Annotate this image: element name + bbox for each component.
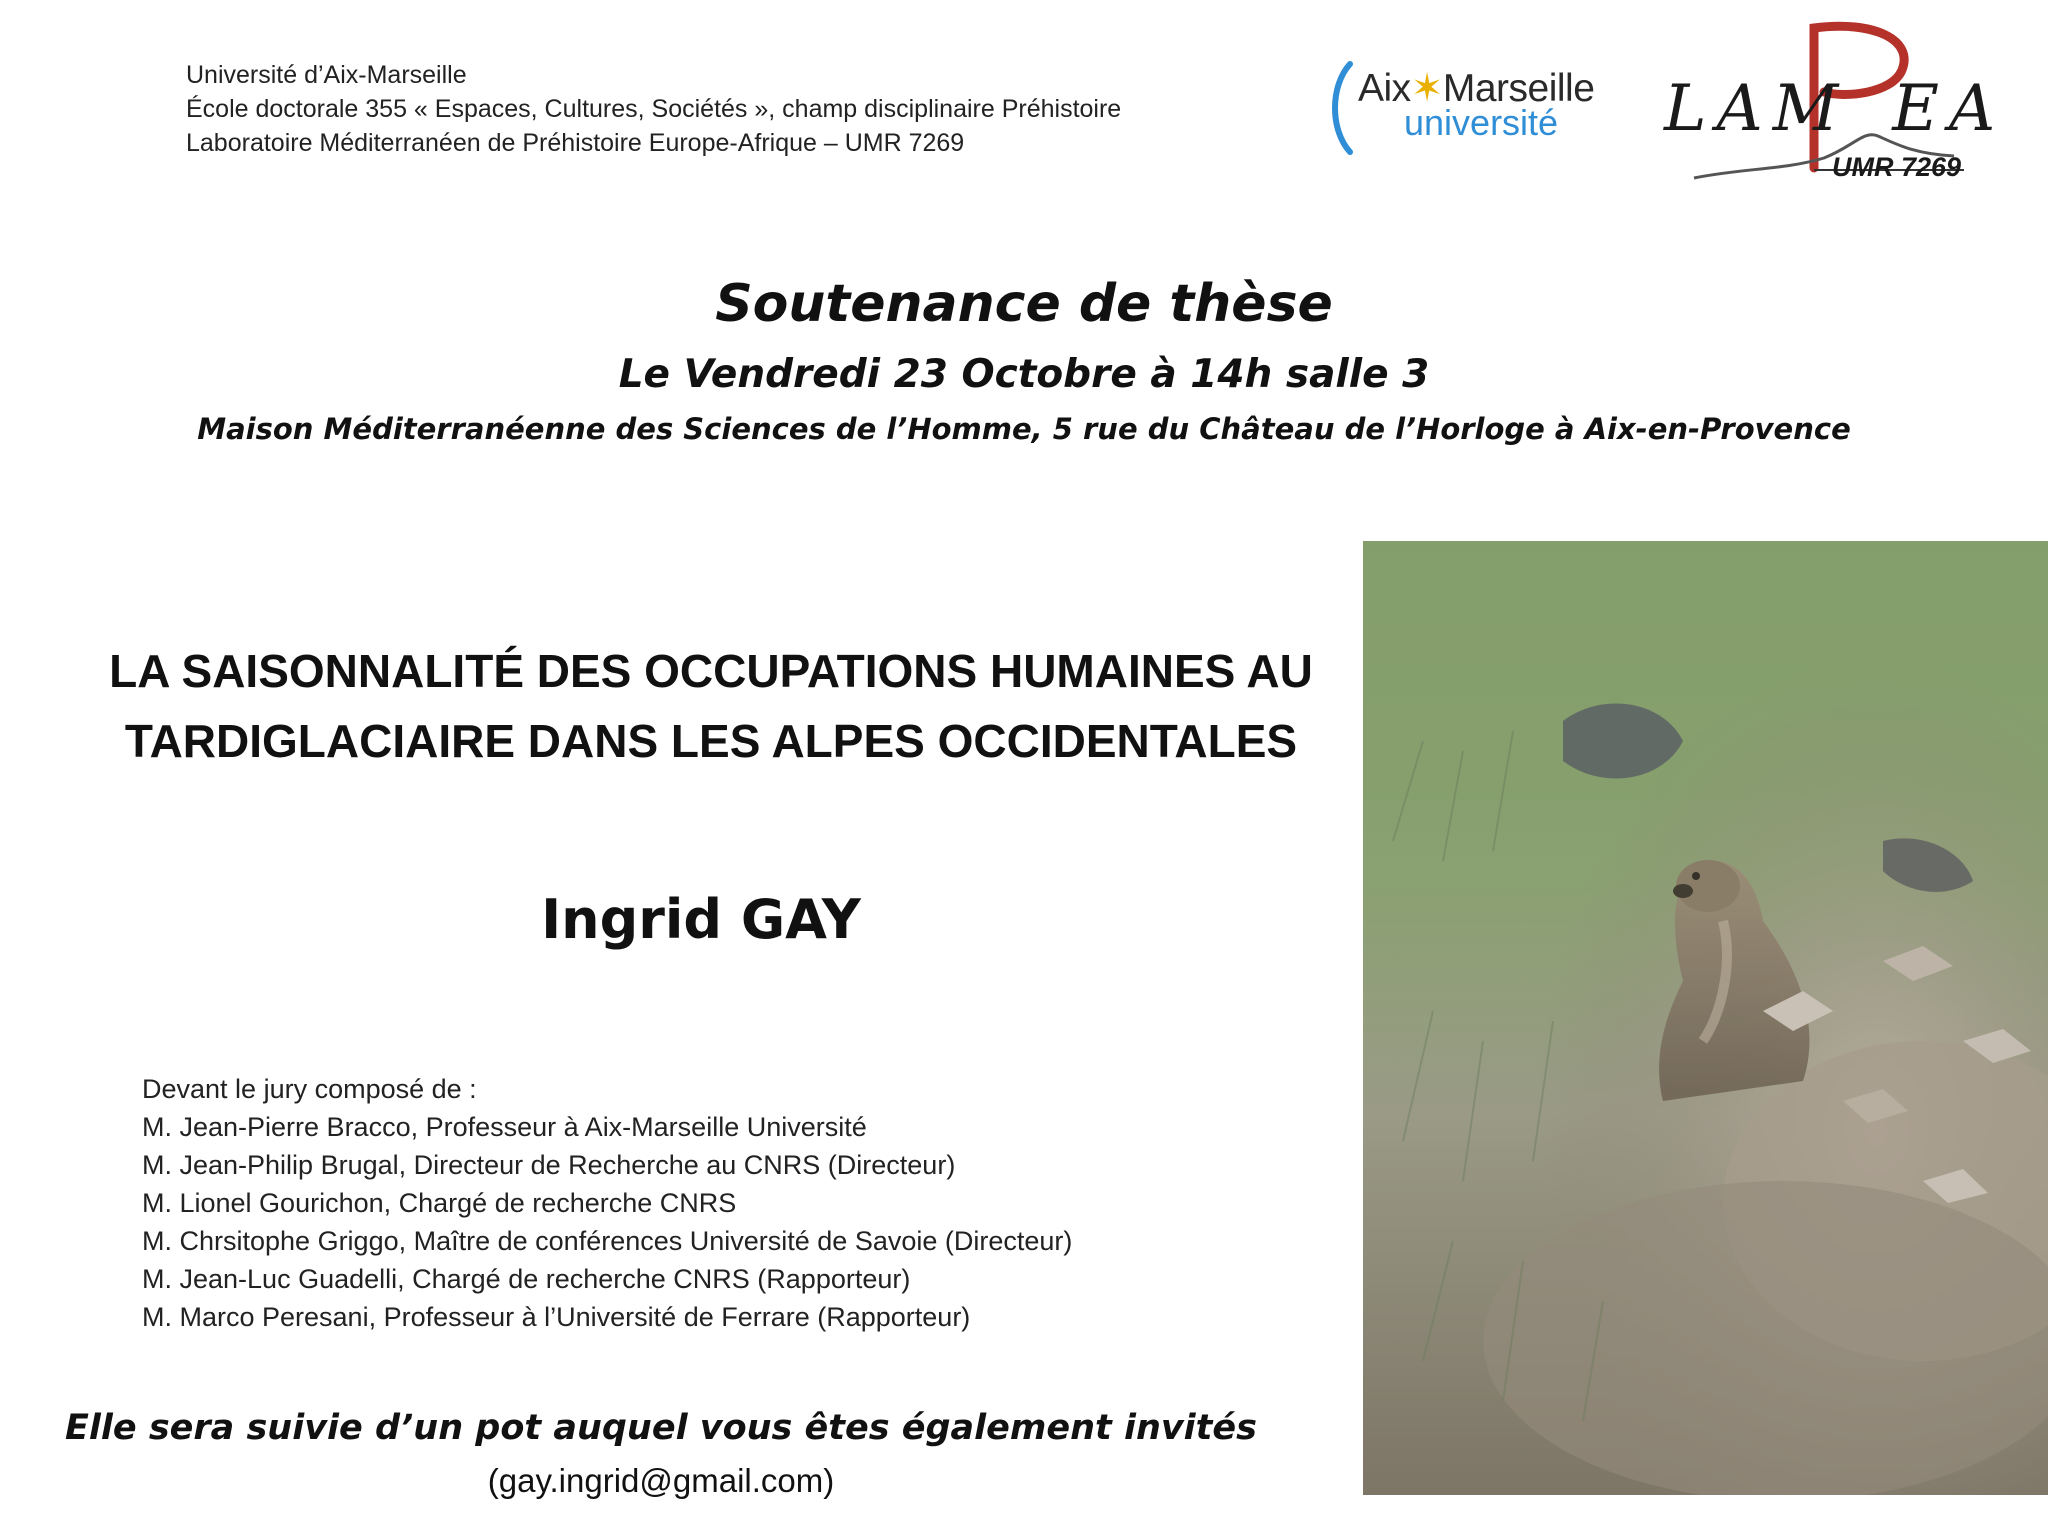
jury-member: M. Jean-Philip Brugal, Directeur de Recherche au CNRS (Directeur) <box>142 1150 956 1180</box>
thesis-title <box>60 636 1362 776</box>
lampea-umr-label: UMR 7269 <box>1832 152 1962 182</box>
thesis-title-line2: TARDIGLACIAIRE DANS LES ALPES OCCIDENTALES <box>124 715 1298 767</box>
amu-logo-wordmark: Aix✶Marseille <box>1358 67 1595 110</box>
doctoral-school: École doctorale 355 « Espaces, Cultures, Sociétés », champ disciplinaire Préhistoire <box>186 95 1122 123</box>
event-date: Le Vendredi 23 Octobre à 14h salle 3 <box>618 352 1430 397</box>
jury-member: M. Marco Peresani, Professeur à l’Université de Ferrare (Rapporteur) <box>142 1302 971 1332</box>
invitation-text: Elle sera suivie d’un pot auquel vous êtes également invités <box>65 1408 1257 1448</box>
jury-intro: Devant le jury composé de : <box>142 1074 477 1104</box>
author-name: Ingrid GAY <box>541 888 861 951</box>
amu-logo-universite: université <box>1404 102 1559 143</box>
jury-member: M. Lionel Gourichon, Chargé de recherche CNRS <box>142 1188 737 1218</box>
jury-member: M. Chrsitophe Griggo, Maître de conférences Université de Savoie (Directeur) <box>142 1226 1073 1256</box>
marmot-photo-illustration <box>1363 541 2048 1495</box>
amu-logo <box>1326 60 1606 156</box>
lampea-logo <box>1664 18 2006 188</box>
contact-email: (gay.ingrid@gmail.com) <box>487 1462 835 1499</box>
event-location: Maison Méditerranéenne des Sciences de l’Homme, 5 rue du Château de l’Horloge à Aix-en-Provence <box>197 412 1851 446</box>
jury-member: M. Jean-Pierre Bracco, Professeur à Aix-Marseille Université <box>142 1112 867 1142</box>
marmot-photo <box>1363 541 2048 1495</box>
star-icon: ✶ <box>1410 67 1443 110</box>
lampea-wordmark-visible: LAM EA <box>1664 72 2006 146</box>
institution-header <box>186 58 1121 160</box>
laboratory-name: Laboratoire Méditerranéen de Préhistoire Europe-Afrique – UMR 7269 <box>186 129 965 157</box>
university-name: Université d’Aix-Marseille <box>186 61 467 89</box>
amu-bracket-mark <box>1326 60 1356 156</box>
event-heading: Soutenance de thèse <box>715 274 1333 334</box>
jury-member: M. Jean-Luc Guadelli, Chargé de recherche CNRS (Rapporteur) <box>142 1264 911 1294</box>
thesis-title-line1: LA SAISONNALITÉ DES OCCUPATIONS HUMAINES AU <box>109 645 1313 697</box>
jury-list <box>142 1070 1072 1336</box>
